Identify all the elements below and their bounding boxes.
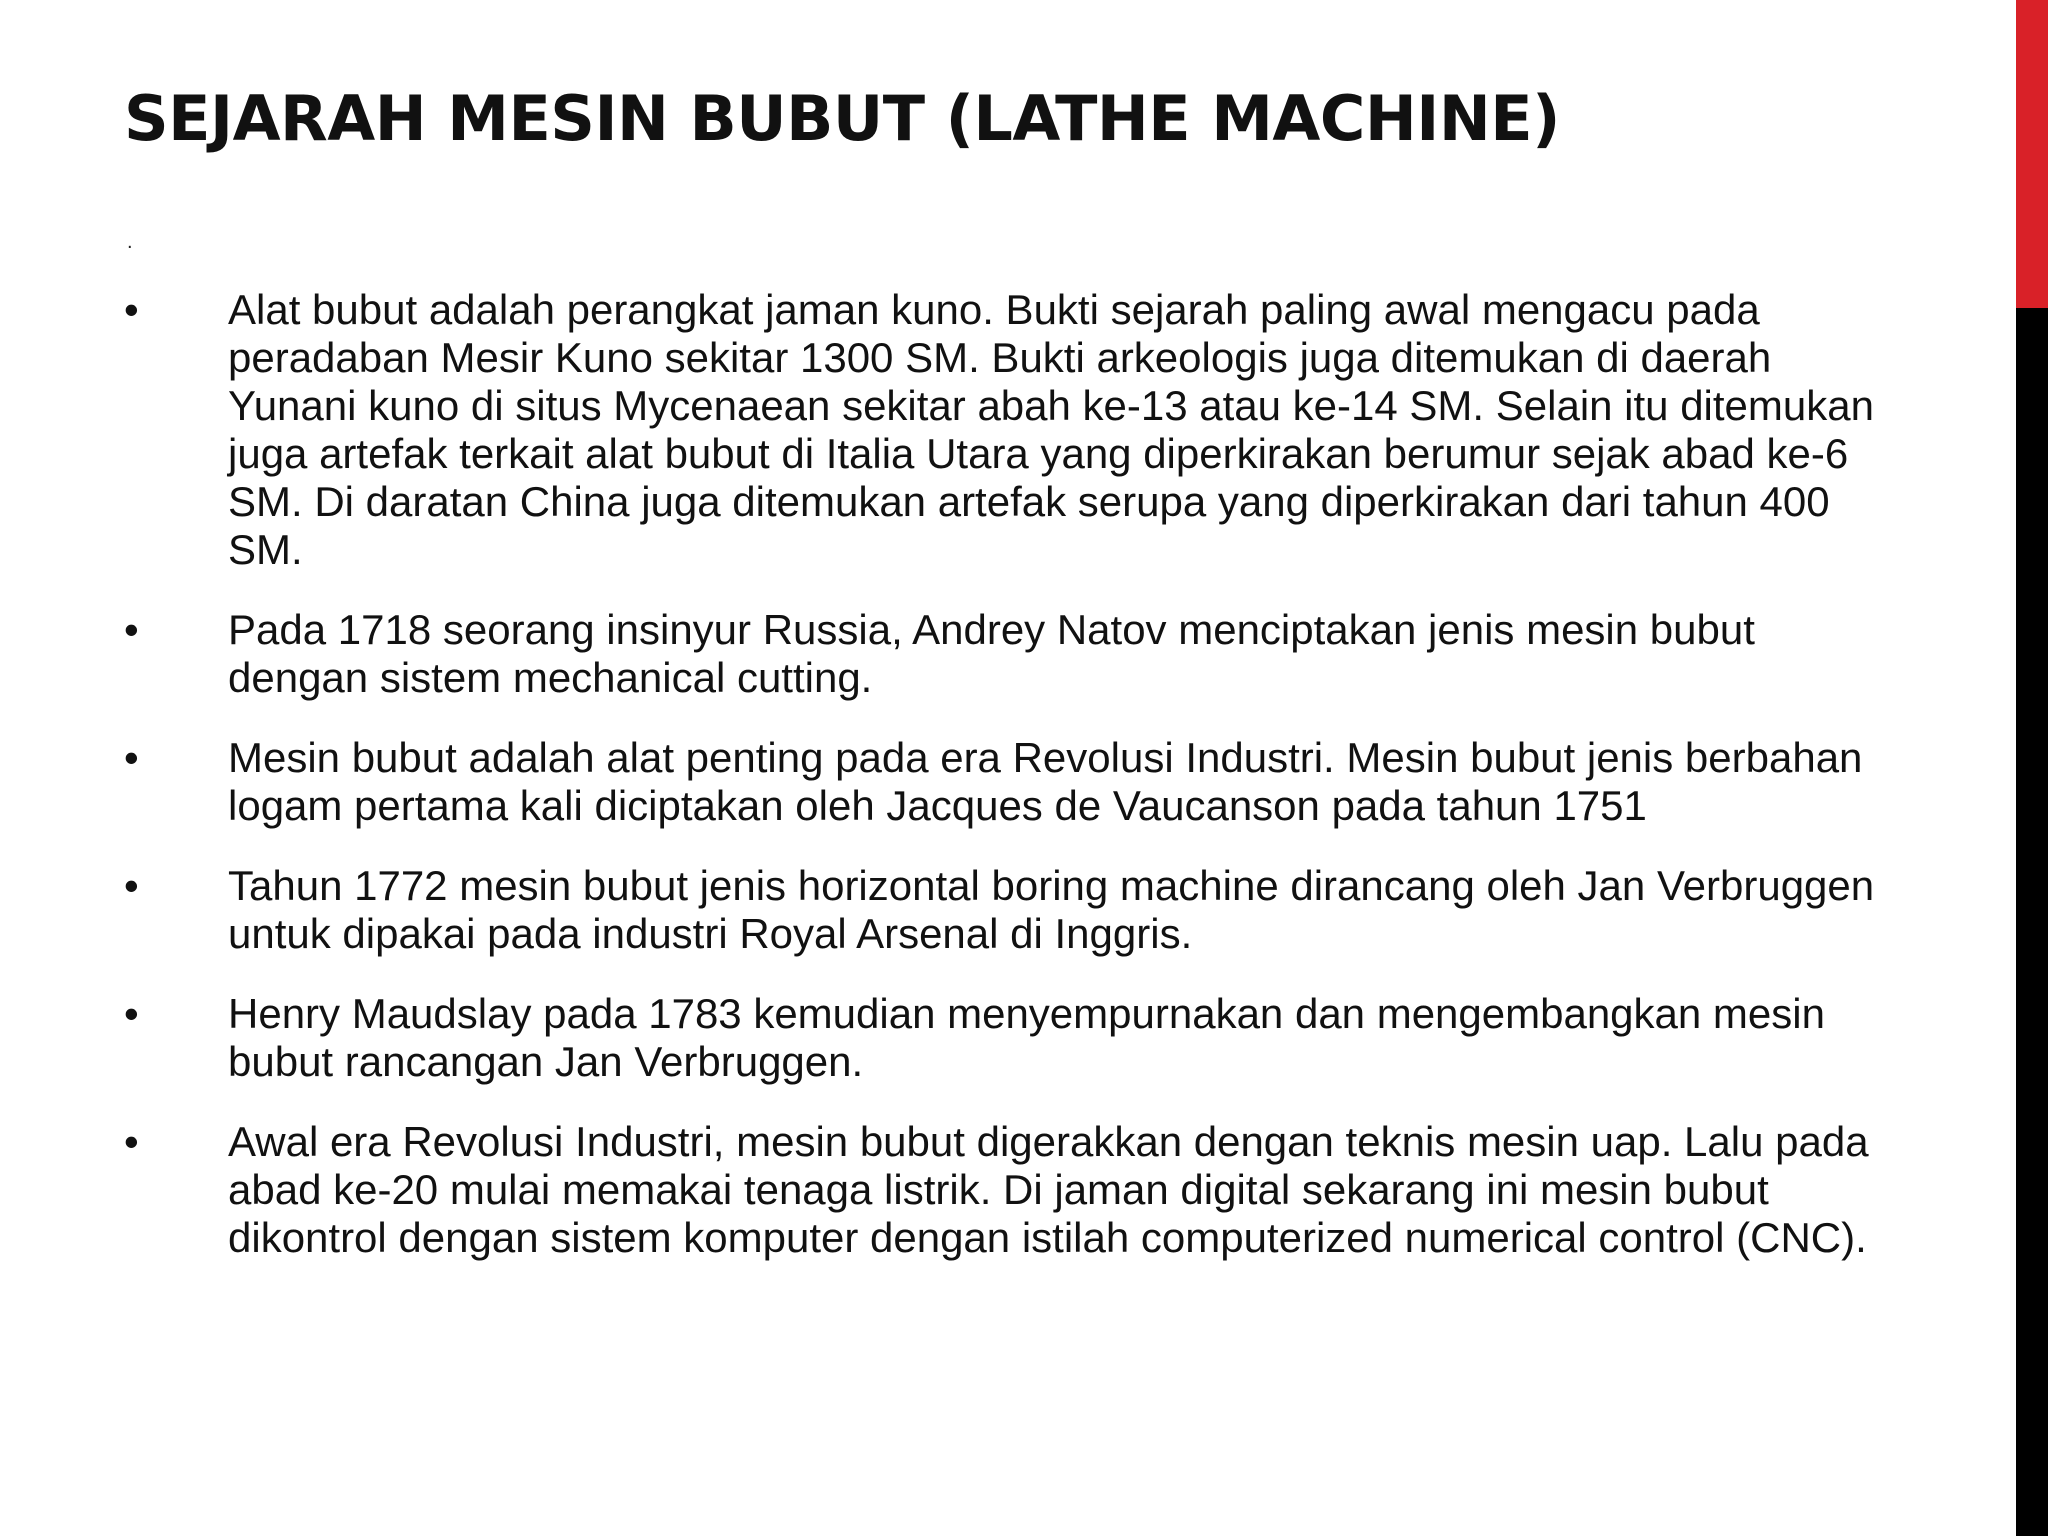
bullet-icon: • xyxy=(124,286,139,333)
stray-dot: . xyxy=(127,231,133,253)
accent-bar-black xyxy=(2016,308,2048,1536)
bullet-text: Mesin bubut adalah alat penting pada era Revolusi Industri. Mesin bubut jenis berbahan logam pertama kali diciptakan oleh Jacques de Vaucanson pada tahun 1751 xyxy=(228,734,1863,829)
bullet-text: Tahun 1772 mesin bubut jenis horizontal boring machine dirancang oleh Jan Verbruggen untuk dipakai pada industri Royal Arsenal di Inggris. xyxy=(228,862,1875,957)
accent-bar-red xyxy=(2016,0,2048,308)
bullet-list xyxy=(124,286,1884,1294)
bullet-icon: • xyxy=(124,1118,139,1165)
bullet-text: Awal era Revolusi Industri, mesin bubut digerakkan dengan teknis mesin uap. Lalu pada abad ke-20 mulai memakai tenaga listrik. Di jaman digital sekarang ini mesin bubut dikontrol dengan sistem komputer dengan istilah computerized numerical control (CNC). xyxy=(228,1118,1869,1261)
bullet-icon: • xyxy=(124,862,139,909)
bullet-icon: • xyxy=(124,990,139,1037)
bullet-item-6 xyxy=(124,1118,1884,1262)
bullet-item-1 xyxy=(124,286,1884,574)
bullet-item-3 xyxy=(124,734,1884,830)
slide-title: SEJARAH MESIN BUBUT (LATHE MACHINE) xyxy=(124,82,1560,155)
bullet-text: Pada 1718 seorang insinyur Russia, Andrey Natov menciptakan jenis mesin bubut dengan sistem mechanical cutting. xyxy=(228,606,1755,701)
bullet-icon: • xyxy=(124,734,139,781)
bullet-text: Alat bubut adalah perangkat jaman kuno. Bukti sejarah paling awal mengacu pada peradaban Mesir Kuno sekitar 1300 SM. Bukti arkeologis juga ditemukan di daerah Yunani kuno di situs Mycenaean sekitar abah ke-13 atau ke-14 SM. Selain itu ditemukan juga artefak terkait alat bubut di Italia Utara yang diperkirakan berumur sejak abad ke-6 SM. Di daratan China juga ditemukan artefak serupa yang diperkirakan dari tahun 400 SM. xyxy=(228,286,1874,573)
bullet-text: Henry Maudslay pada 1783 kemudian menyempurnakan dan mengembangkan mesin bubut rancangan Jan Verbruggen. xyxy=(228,990,1825,1085)
bullet-item-5 xyxy=(124,990,1884,1086)
bullet-item-2 xyxy=(124,606,1884,702)
bullet-item-4 xyxy=(124,862,1884,958)
bullet-icon: • xyxy=(124,606,139,653)
